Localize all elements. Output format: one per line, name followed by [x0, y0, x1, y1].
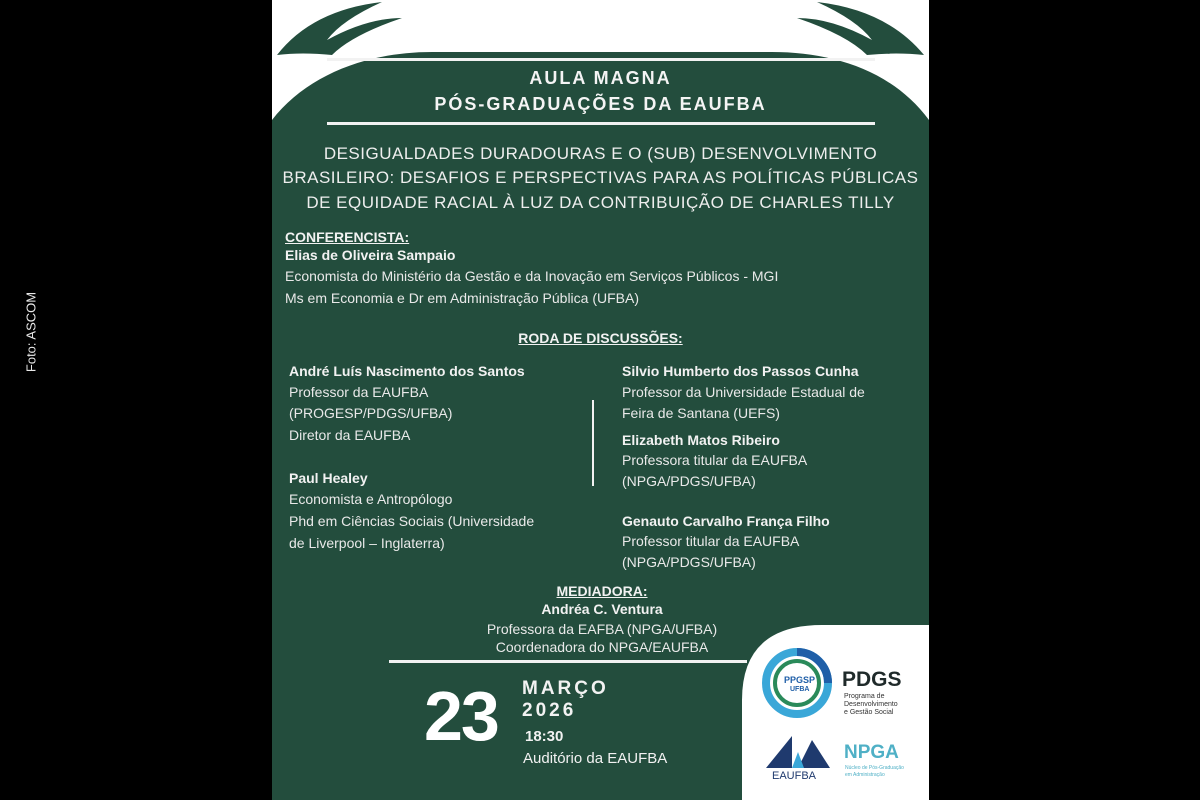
event-year: 2026	[522, 700, 577, 721]
npga-sub-1: Núcleo de Pós-Graduação	[845, 765, 904, 771]
conferencista-name: Elias de Oliveira Sampaio	[285, 247, 456, 263]
event-poster	[272, 0, 929, 800]
panelist-name: Elizabeth Matos Ribeiro	[622, 432, 780, 448]
panelist-detail: (PROGESP/PDGS/UFBA)	[289, 405, 453, 421]
pdgs-acronym: PDGS	[842, 668, 902, 691]
conferencista-label: CONFERENCISTA:	[285, 229, 410, 245]
panelist-detail: Professor titular da EAUFBA	[622, 533, 800, 549]
panelist-detail: Diretor da EAUFBA	[289, 427, 411, 443]
npga-logo	[844, 742, 924, 787]
npga-sub-2: em Administração	[845, 772, 885, 778]
npga-acronym: NPGA	[844, 742, 899, 763]
panelist-detail: Phd em Ciências Sociais (Universidade	[289, 513, 535, 529]
event-day: 23	[424, 677, 498, 755]
photo-credit: Foto: ASCOM	[23, 291, 39, 373]
panelist-detail: Feira de Santana (UEFS)	[622, 405, 780, 421]
theme-line-1: DESIGUALDADES DURADOURAS E O (SUB) DESENVOLVIMENTO	[323, 144, 878, 163]
ppgsp-acronym: PPGSP	[784, 675, 816, 685]
event-month: MARÇO	[522, 678, 609, 699]
pdgs-sub-1: Programa de	[844, 693, 885, 700]
panelist-detail: (NPGA/PDGS/UFBA)	[622, 554, 756, 570]
conferencista-role-2: Ms em Economia e Dr em Administração Pública (UFBA)	[285, 290, 639, 306]
event-venue: Auditório da EAUFBA	[523, 750, 668, 767]
panelist-name: André Luís Nascimento dos Santos	[289, 363, 525, 379]
ppgsp-logo	[762, 648, 832, 718]
mediadora-label: MEDIADORA:	[556, 583, 648, 599]
pdgs-sub-2: Desenvolvimento	[844, 701, 898, 708]
header-line-2: PÓS-GRADUAÇÕES DA EAUFBA	[434, 94, 767, 114]
theme-line-2: BRASILEIRO: DESAFIOS E PERSPECTIVAS PARA AS POLÍTICAS PÚBLICAS	[282, 168, 919, 187]
roda-label: RODA DE DISCUSSÕES:	[518, 330, 683, 346]
event-time: 18:30	[525, 728, 564, 745]
header-bottom-rule	[327, 122, 875, 125]
mediadora-role-1: Professora da EAFBA (NPGA/UFBA)	[486, 621, 718, 637]
header-top-rule	[327, 58, 875, 61]
ppgsp-sub: UFBA	[790, 686, 810, 693]
panelist-detail: (NPGA/PDGS/UFBA)	[622, 473, 756, 489]
pdgs-logo	[842, 668, 922, 718]
pdgs-sub-3: e Gestão Social	[844, 709, 894, 716]
panelist-detail: Economista e Antropólogo	[289, 491, 453, 507]
panelist-name: Paul Healey	[289, 470, 368, 486]
mediadora-name: Andréa C. Ventura	[541, 601, 663, 617]
panelist-name: Genauto Carvalho França Filho	[622, 513, 830, 529]
eaufba-logo	[762, 732, 834, 787]
mediadora-role-2: Coordenadora do NPGA/EAUFBA	[495, 639, 709, 655]
eaufba-triangle-icon	[762, 732, 834, 770]
panelist-detail: Professora titular da EAUFBA	[622, 452, 808, 468]
header-line-1: AULA MAGNA	[529, 68, 672, 88]
eaufba-text: EAUFBA	[772, 770, 817, 782]
conferencista-role-1: Economista do Ministério da Gestão e da Inovação em Serviços Públicos - MGI	[285, 268, 779, 284]
panelist-detail: Professor da Universidade Estadual de	[622, 384, 865, 400]
panel-divider	[592, 400, 594, 486]
panelist-detail: Professor da EAUFBA	[289, 384, 429, 400]
panelist-detail: de Liverpool – Inglaterra)	[289, 535, 445, 551]
date-rule	[389, 660, 747, 663]
theme-line-3: DE EQUIDADE RACIAL À LUZ DA CONTRIBUIÇÃO DE CHARLES TILLY	[306, 193, 895, 212]
panelist-name: Silvio Humberto dos Passos Cunha	[622, 363, 859, 379]
